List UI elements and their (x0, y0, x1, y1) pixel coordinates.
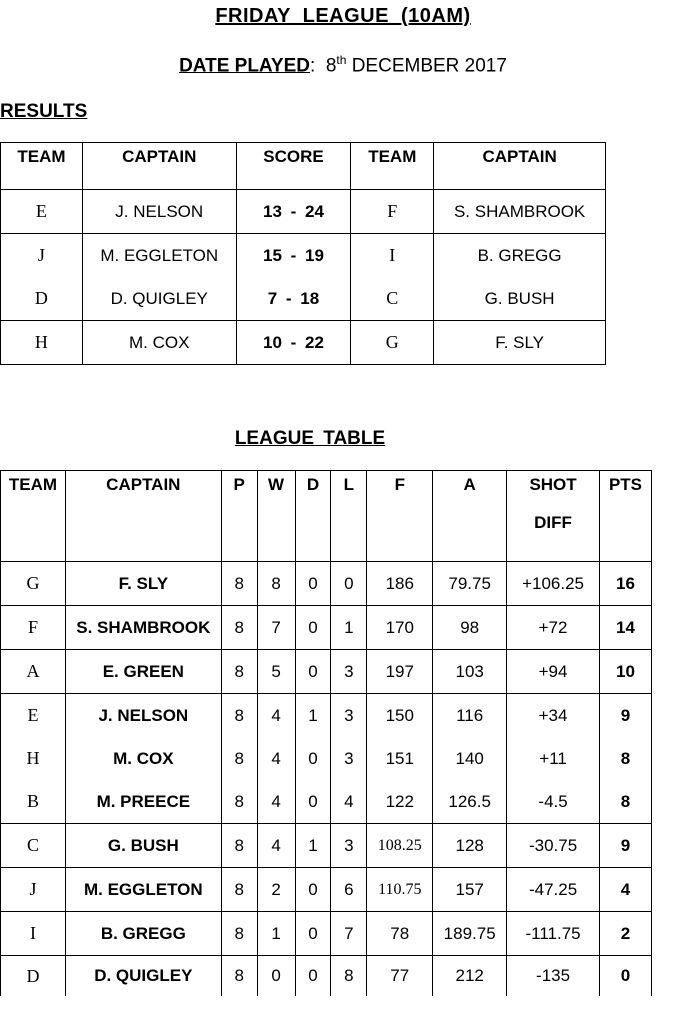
results-header-score: SCORE (236, 143, 351, 190)
league-played: 8 (221, 650, 257, 694)
results-row (1, 277, 606, 321)
league-lost: 3 (331, 737, 367, 780)
league-header-drawn: D (295, 471, 331, 562)
league-played: 8 (221, 606, 257, 650)
league-row (1, 650, 652, 694)
league-won: 5 (257, 650, 295, 694)
league-lost: 4 (331, 780, 367, 824)
date-label: DATE PLAYED (179, 55, 310, 77)
results-table (0, 142, 606, 365)
league-header-team: TEAM (1, 471, 66, 562)
league-header-for: F (367, 471, 433, 562)
league-shot-diff: +72 (507, 606, 600, 650)
league-for: 77 (367, 956, 433, 997)
league-header-shot: SHOT (529, 475, 577, 494)
league-points: 0 (599, 956, 651, 997)
date-day: 8 (325, 55, 337, 77)
league-played: 8 (221, 824, 257, 868)
league-drawn: 0 (295, 737, 331, 780)
league-for: 150 (367, 694, 433, 738)
league-shot-diff: -111.75 (507, 912, 600, 956)
league-points: 16 (599, 562, 651, 606)
results-heading: RESULTS (0, 101, 88, 122)
results-row (1, 190, 606, 234)
league-header-won: W (257, 471, 295, 562)
league-against: 103 (433, 650, 507, 694)
league-against: 128 (433, 824, 507, 868)
league-team: F (1, 606, 66, 650)
league-drawn: 1 (295, 694, 331, 738)
league-shot-diff: +34 (507, 694, 600, 738)
league-row (1, 956, 652, 997)
league-captain: S. SHAMBROOK (65, 606, 221, 650)
results-header-captain2: CAPTAIN (434, 143, 606, 190)
league-shot-diff: +11 (507, 737, 600, 780)
league-for: 110.75 (367, 868, 433, 912)
results-captain1: M. EGGLETON (82, 234, 236, 278)
league-lost: 7 (331, 912, 367, 956)
date-line: DATE PLAYED: 8th DECEMBER 2017 (179, 53, 507, 77)
league-drawn: 0 (295, 780, 331, 824)
league-won: 1 (257, 912, 295, 956)
league-won: 4 (257, 824, 295, 868)
league-captain: M. COX (65, 737, 221, 780)
league-drawn: 0 (295, 650, 331, 694)
league-team: C (1, 824, 66, 868)
league-shot-diff: -30.75 (507, 824, 600, 868)
league-row (1, 780, 652, 824)
league-table (0, 470, 652, 996)
league-row (1, 562, 652, 606)
league-shot-diff: +94 (507, 650, 600, 694)
league-header-diff: DIFF (534, 513, 572, 532)
league-against: 189.75 (433, 912, 507, 956)
league-table-heading: LEAGUE TABLE (234, 428, 386, 449)
league-captain: D. QUIGLEY (65, 956, 221, 997)
results-row (1, 321, 606, 365)
league-for: 78 (367, 912, 433, 956)
league-played: 8 (221, 694, 257, 738)
page-title: FRIDAY LEAGUE (10AM) (215, 5, 471, 27)
league-against: 212 (433, 956, 507, 997)
league-lost: 1 (331, 606, 367, 650)
results-team2: G (351, 321, 434, 365)
league-lost: 8 (331, 956, 367, 997)
results-row (1, 234, 606, 278)
league-captain: F. SLY (65, 562, 221, 606)
league-header-shot-diff (507, 471, 600, 562)
league-points: 9 (599, 694, 651, 738)
league-drawn: 0 (295, 606, 331, 650)
league-won: 4 (257, 780, 295, 824)
league-drawn: 0 (295, 956, 331, 997)
league-against: 98 (433, 606, 507, 650)
results-score: 7 - 18 (236, 277, 351, 321)
league-for: 108.25 (367, 824, 433, 868)
league-lost: 0 (331, 562, 367, 606)
league-won: 7 (257, 606, 295, 650)
league-played: 8 (221, 562, 257, 606)
league-captain: B. GREGG (65, 912, 221, 956)
league-team: J (1, 868, 66, 912)
league-row (1, 824, 652, 868)
league-lost: 3 (331, 694, 367, 738)
league-team: B (1, 780, 66, 824)
league-points: 10 (599, 650, 651, 694)
league-lost: 3 (331, 650, 367, 694)
league-shot-diff: -4.5 (507, 780, 600, 824)
league-played: 8 (221, 912, 257, 956)
league-captain: E. GREEN (65, 650, 221, 694)
league-captain: M. PREECE (65, 780, 221, 824)
league-row (1, 606, 652, 650)
league-row (1, 694, 652, 738)
league-won: 4 (257, 737, 295, 780)
results-score: 13 - 24 (236, 190, 351, 234)
league-drawn: 0 (295, 562, 331, 606)
results-captain2: F. SLY (434, 321, 606, 365)
results-captain2: S. SHAMBROOK (434, 190, 606, 234)
results-captain1: J. NELSON (82, 190, 236, 234)
league-points: 2 (599, 912, 651, 956)
league-captain: M. EGGLETON (65, 868, 221, 912)
league-team: E (1, 694, 66, 738)
results-header-team2: TEAM (351, 143, 434, 190)
date-suffix: th (336, 53, 347, 67)
league-points: 9 (599, 824, 651, 868)
league-played: 8 (221, 780, 257, 824)
league-for: 186 (367, 562, 433, 606)
league-shot-diff: -47.25 (507, 868, 600, 912)
league-against: 116 (433, 694, 507, 738)
results-team1: J (1, 234, 83, 278)
results-team2: F (351, 190, 434, 234)
league-captain: G. BUSH (65, 824, 221, 868)
league-played: 8 (221, 737, 257, 780)
league-header-row (1, 471, 652, 562)
league-team: H (1, 737, 66, 780)
results-captain1: D. QUIGLEY (82, 277, 236, 321)
league-team: A (1, 650, 66, 694)
league-for: 151 (367, 737, 433, 780)
results-header-row (1, 143, 606, 190)
results-captain2: B. GREGG (434, 234, 606, 278)
league-against: 157 (433, 868, 507, 912)
league-for: 197 (367, 650, 433, 694)
results-score: 10 - 22 (236, 321, 351, 365)
league-row (1, 737, 652, 780)
league-header-captain: CAPTAIN (65, 471, 221, 562)
results-team1: H (1, 321, 83, 365)
league-captain: J. NELSON (65, 694, 221, 738)
league-won: 8 (257, 562, 295, 606)
league-played: 8 (221, 956, 257, 997)
results-team1: E (1, 190, 83, 234)
league-points: 14 (599, 606, 651, 650)
results-team2: C (351, 277, 434, 321)
results-team1: D (1, 277, 83, 321)
league-points: 4 (599, 868, 651, 912)
date-rest: DECEMBER 2017 (351, 55, 507, 77)
league-drawn: 0 (295, 912, 331, 956)
league-team: G (1, 562, 66, 606)
league-lost: 6 (331, 868, 367, 912)
league-against: 79.75 (433, 562, 507, 606)
league-shot-diff: -135 (507, 956, 600, 997)
league-played: 8 (221, 868, 257, 912)
results-header-captain1: CAPTAIN (82, 143, 236, 190)
league-shot-diff: +106.25 (507, 562, 600, 606)
league-team: I (1, 912, 66, 956)
league-team: D (1, 956, 66, 997)
league-lost: 3 (331, 824, 367, 868)
results-header-team1: TEAM (1, 143, 83, 190)
results-captain2: G. BUSH (434, 277, 606, 321)
results-captain1: M. COX (82, 321, 236, 365)
league-points: 8 (599, 780, 651, 824)
league-for: 170 (367, 606, 433, 650)
results-score: 15 - 19 (236, 234, 351, 278)
league-drawn: 0 (295, 868, 331, 912)
league-against: 126.5 (433, 780, 507, 824)
league-points: 8 (599, 737, 651, 780)
league-row (1, 912, 652, 956)
league-header-played: P (221, 471, 257, 562)
league-against: 140 (433, 737, 507, 780)
results-team2: I (351, 234, 434, 278)
league-header-against: A (433, 471, 507, 562)
league-won: 2 (257, 868, 295, 912)
league-header-points: PTS (599, 471, 651, 562)
league-won: 4 (257, 694, 295, 738)
league-for: 122 (367, 780, 433, 824)
league-drawn: 1 (295, 824, 331, 868)
league-row (1, 868, 652, 912)
league-won: 0 (257, 956, 295, 997)
league-header-lost: L (331, 471, 367, 562)
